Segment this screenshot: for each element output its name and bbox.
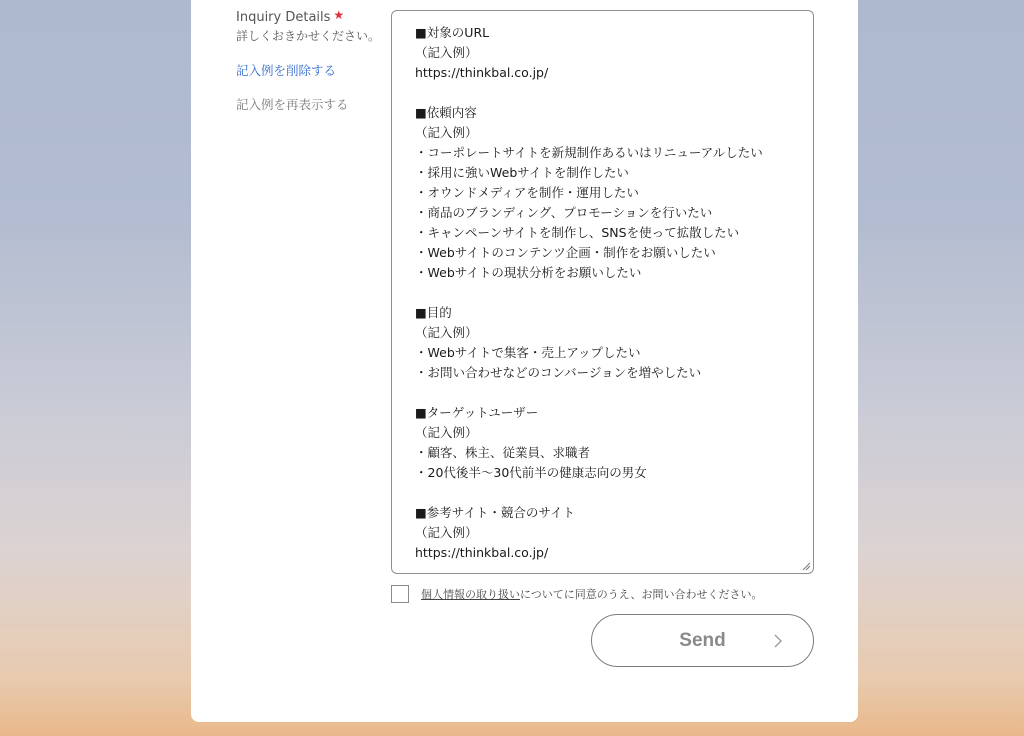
resize-handle-icon[interactable]	[801, 561, 811, 571]
consent-text-rest: についてに同意のうえ、お問い合わせください。	[520, 588, 763, 601]
inquiry-details-label	[236, 10, 386, 25]
textarea-content: ■対象のURL （記入例） https://thinkbal.co.jp/ ■依頼内容 （記入例） ・コーポレートサイトを新規制作あるいはリニューアルしたい ・採用に強いWebサイトを制作したい ・オウンドメディアを制作・運用したい ・商品のブランディング、プロモーションを行いたい ・キャンペーンサイトを制作し、SNSを使って拡散したい ・Webサイトのコンテンツ企画・制作をお願いしたい ・Webサイトの現状分析をお願いしたい ■目的 （記入例） ・Webサイトで集客・売上アップしたい ・お問い合わせなどのコンバージョンを増やしたい ■ターゲットユーザー （記入例） ・顧客、株主、従業員、求職者 ・20代後半〜30代前半の健康志向の男女 ■参考サイト・競合のサイト （記入例） https://thinkbal.co.jp/	[415, 25, 763, 560]
send-button[interactable]	[591, 614, 814, 667]
field-label-text: Inquiry Details	[236, 10, 331, 25]
required-mark: ★	[333, 8, 345, 22]
inquiry-form-card	[191, 0, 858, 722]
field-sublabel: 詳しくおきかせください。	[236, 29, 381, 43]
send-button-label: Send	[679, 629, 726, 651]
field-label-column	[236, 10, 386, 113]
consent-checkbox[interactable]	[391, 585, 409, 603]
delete-example-link[interactable]: 記入例を削除する	[236, 63, 337, 78]
inquiry-details-textarea[interactable]	[391, 10, 814, 574]
chevron-right-icon	[773, 633, 783, 649]
privacy-policy-link[interactable]: 個人情報の取り扱い	[421, 588, 520, 601]
redisplay-example-link[interactable]: 記入例を再表示する	[236, 97, 349, 112]
consent-row	[391, 585, 762, 603]
consent-text	[421, 586, 762, 602]
